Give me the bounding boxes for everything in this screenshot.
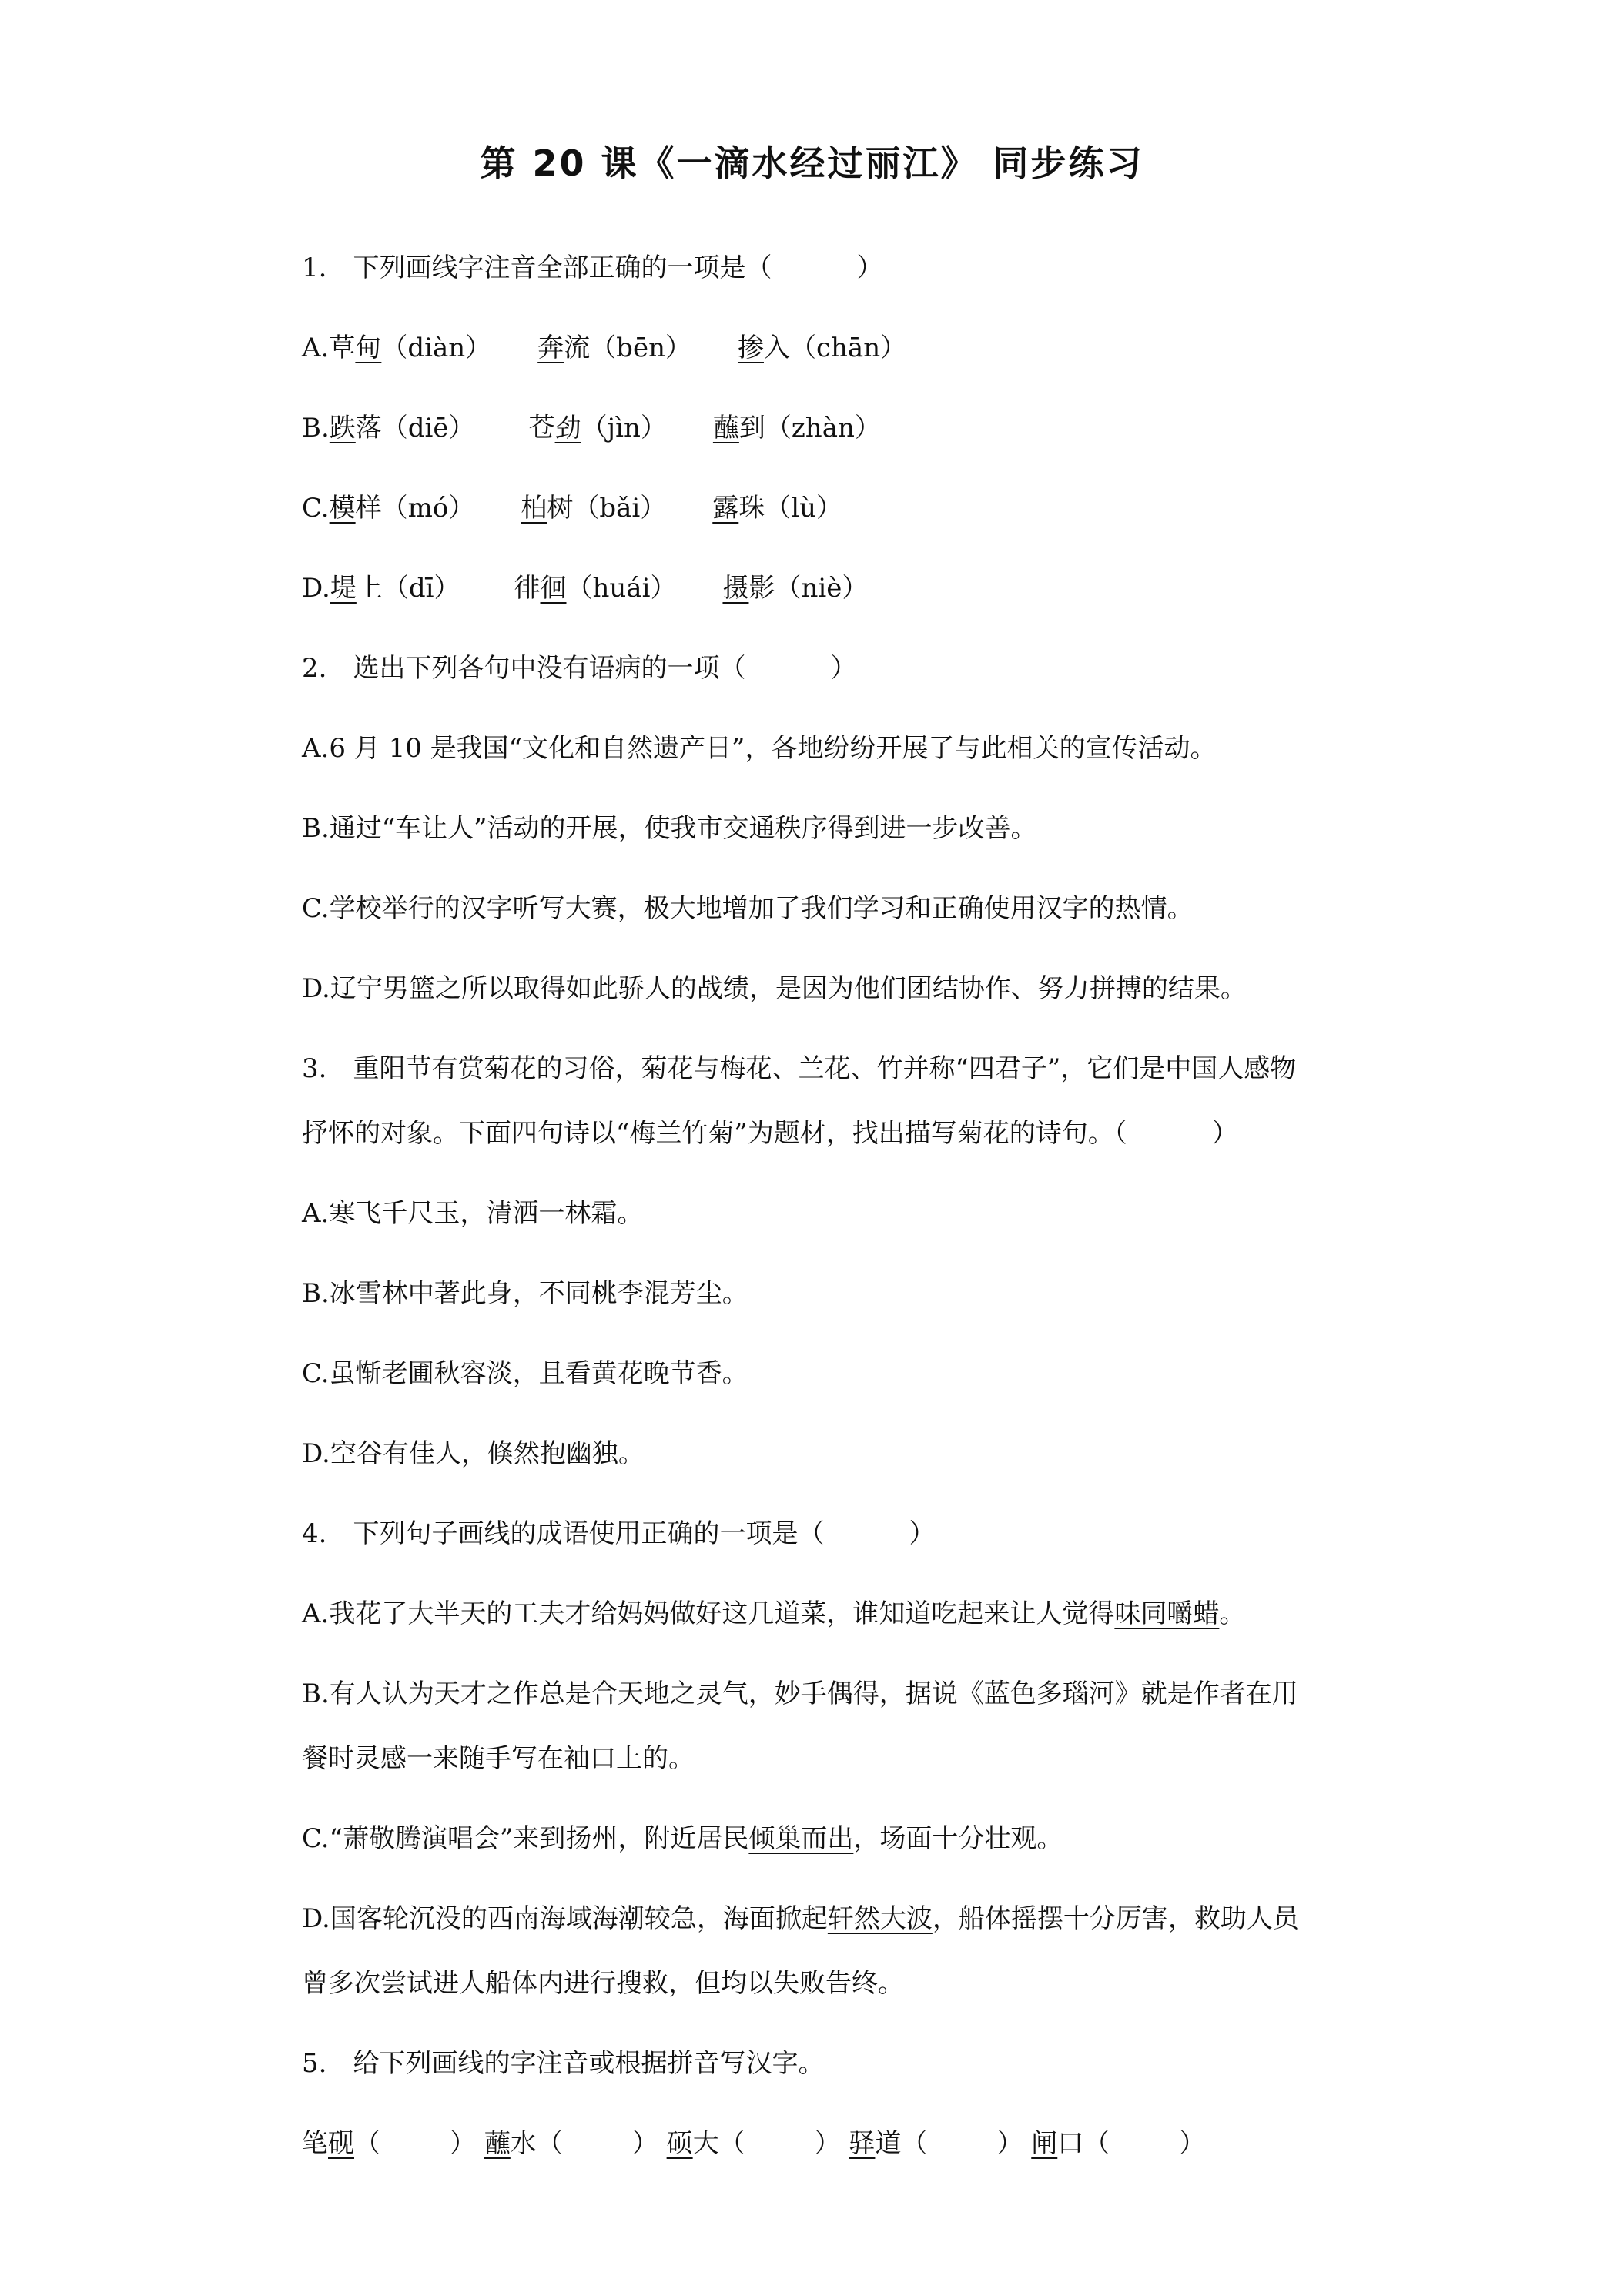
page-title: 第 20 课《一滴水经过丽江》 同步练习 [480,142,1144,184]
q4-option-b-line1: B.有人认为天才之作总是合天地之灵气，妙手偶得，据说《蓝色多瑙河》就是作者在用 [302,1678,1298,1709]
q4-option-a: A.我花了大半天的工夫才给妈妈做好这几道菜，谁知道吃起来让人觉得味同嚼蜡。 [302,1598,1246,1629]
q5-item: 驿道（ ） [849,2128,1023,2159]
q4-stem: 4. 下列句子画线的成语使用正确的一项是（ ） [302,1518,936,1549]
q3-option-d: D.空谷有佳人，倏然抱幽独。 [302,1438,645,1469]
q3-stem-line1: 3. 重阳节有赏菊花的习俗，菊花与梅花、兰花、竹并称“四君子”，它们是中国人感物 [302,1053,1297,1084]
q1-stem: 1. 下列画线字注音全部正确的一项是（ ） [302,253,883,283]
q4-option-c: C.“萧敬腾演唱会”来到扬州，附近居民倾巢而出，场面十分壮观。 [302,1823,1063,1854]
q3-option-c: C.虽惭老圃秋容淡，且看黄花晚节香。 [302,1358,748,1389]
q3-option-a: A.寒飞千尺玉，清洒一林霜。 [302,1198,644,1229]
q3-stem-line2: 抒怀的对象。下面四句诗以“梅兰竹菊”为题材，找出描写菊花的诗句。（ ） [302,1118,1238,1149]
q1-option-d: D.堤上（dī） 徘徊（huái） 摄影（niè） [302,573,869,604]
q4-option-d-line2: 曾多次尝试进人船体内进行搜救，但均以失败告终。 [302,1968,904,1999]
q5-item: 笔砚（ ） [302,2128,476,2159]
q5-item: 蘸水（ ） [484,2128,658,2159]
q2-stem: 2. 选出下列各句中没有语病的一项（ ） [302,653,857,684]
q4-d-idiom: 轩然大波 [827,1903,933,1934]
q3-option-b: B.冰雪林中著此身，不同桃李混芳尘。 [302,1278,748,1309]
q1-option-a: A.草甸（diàn） 奔流（bēn） 掺入（chān） [302,333,907,363]
q4-a-idiom: 味同嚼蜡 [1114,1598,1220,1629]
q2-option-c: C.学校举行的汉字听写大赛，极大地增加了我们学习和正确使用汉字的热情。 [302,893,1194,924]
q2-option-a: A.6 月 10 是我国“文化和自然遗产日”，各地纷纷开展了与此相关的宣传活动。 [302,733,1217,764]
q1-option-b: B.跌落（diē） 苍劲（jìn） 蘸到（zhàn） [302,413,881,443]
q5-item: 硕大（ ） [666,2128,841,2159]
q5-item: 闸口（ ） [1031,2128,1206,2159]
q4-option-d-line1: D.国客轮沉没的西南海域海潮较急，海面掀起轩然大波，船体摇摆十分厉害，救助人员 [302,1903,1299,1934]
q1-option-c: C.模样（mó） 柏树（bǎi） 露珠（lù） [302,493,843,524]
q2-option-b: B.通过“车让人”活动的开展，使我市交通秩序得到进一步改善。 [302,813,1037,844]
q4-c-idiom: 倾巢而出 [748,1823,854,1854]
q4-option-b-line2: 餐时灵感一来随手写在袖口上的。 [302,1743,695,1774]
q2-option-d: D.辽宁男篮之所以取得如此骄人的战绩，是因为他们团结协作、努力拼搏的结果。 [302,973,1247,1004]
q5-items [302,2127,1411,2160]
q5-stem: 5. 给下列画线的字注音或根据拼音写汉字。 [302,2048,825,2079]
